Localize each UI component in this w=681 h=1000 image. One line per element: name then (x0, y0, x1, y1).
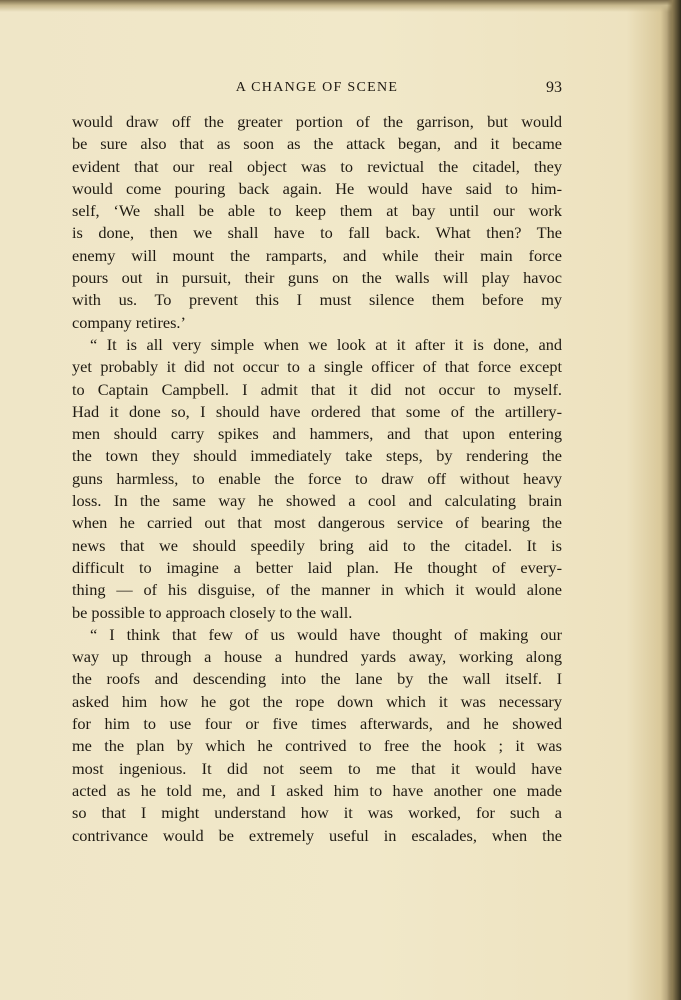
text-line: pours out in pursuit, their guns on the walls will play havoc (72, 268, 562, 288)
text-line: guns harmless, to enable the force to draw off without heavy (72, 468, 562, 488)
page-number: 93 (546, 79, 562, 96)
text-line: thing — of his disguise, of the manner in which it would alone (72, 580, 562, 600)
text-line: contrivance would be extremely useful in escalades, when the (72, 825, 562, 845)
text-line: me the plan by which he contrived to free the hook ; it was (72, 736, 562, 756)
text-line: way up through a house a hundred yards away, working along (72, 647, 562, 667)
text-line: would come pouring back again. He would have said to him- (72, 178, 562, 198)
page-top-shadow (0, 0, 681, 12)
text-line: to Captain Campbell. I admit that it did not occur to myself. (72, 379, 562, 399)
text-line: self, ‘We shall be able to keep them at bay until our work (72, 201, 562, 221)
text-line: the town they should immediately take steps, by rendering the (72, 446, 562, 466)
text-line: news that we should speedily bring aid to the citadel. It is (72, 535, 562, 555)
text-line: would draw off the greater portion of the garrison, but would (72, 112, 562, 131)
text-line: be sure also that as soon as the attack began, and it became (72, 134, 562, 154)
running-head (72, 77, 562, 99)
text-line: acted as he told me, and I asked him to have another one made (72, 780, 562, 800)
text-line: the roofs and descending into the lane by the wall itself. I (72, 669, 562, 689)
text-line: most ingenious. It did not seem to me that it would have (72, 758, 562, 778)
text-line: with us. To prevent this I must silence them before my (72, 290, 562, 310)
text-line: be possible to approach closely to the wall. (72, 602, 353, 622)
text-line: is done, then we shall have to fall back. What then? The (72, 223, 562, 243)
text-line: so that I might understand how it was worked, for such a (72, 803, 562, 823)
text-line: difficult to imagine a better laid plan. He thought of every- (72, 557, 562, 577)
text-line: enemy will mount the ramparts, and while their main force (72, 245, 562, 265)
text-line: company retires.’ (72, 312, 186, 332)
page-binding-edge (667, 0, 681, 1000)
text-line: Had it done so, I should have ordered that some of the artillery- (72, 401, 562, 421)
text-line: asked him how he got the rope down which it was necessary (72, 691, 562, 711)
text-line: for him to use four or five times afterwards, and he showed (72, 714, 562, 734)
chapter-title: A CHANGE OF SCENE (235, 80, 399, 95)
text-line: “ I think that few of us would have thought of making our (90, 624, 562, 644)
text-line: yet probably it did not occur to a single officer of that force except (72, 357, 562, 377)
text-line: “ It is all very simple when we look at it after it is done, and (90, 334, 562, 354)
body-text (72, 111, 562, 847)
text-line: when he carried out that most dangerous service of bearing the (72, 513, 562, 533)
text-line: loss. In the same way he showed a cool and calculating brain (72, 491, 562, 511)
text-line: men should carry spikes and hammers, and that upon entering (72, 424, 562, 444)
text-line: evident that our real object was to revictual the citadel, they (72, 156, 562, 176)
